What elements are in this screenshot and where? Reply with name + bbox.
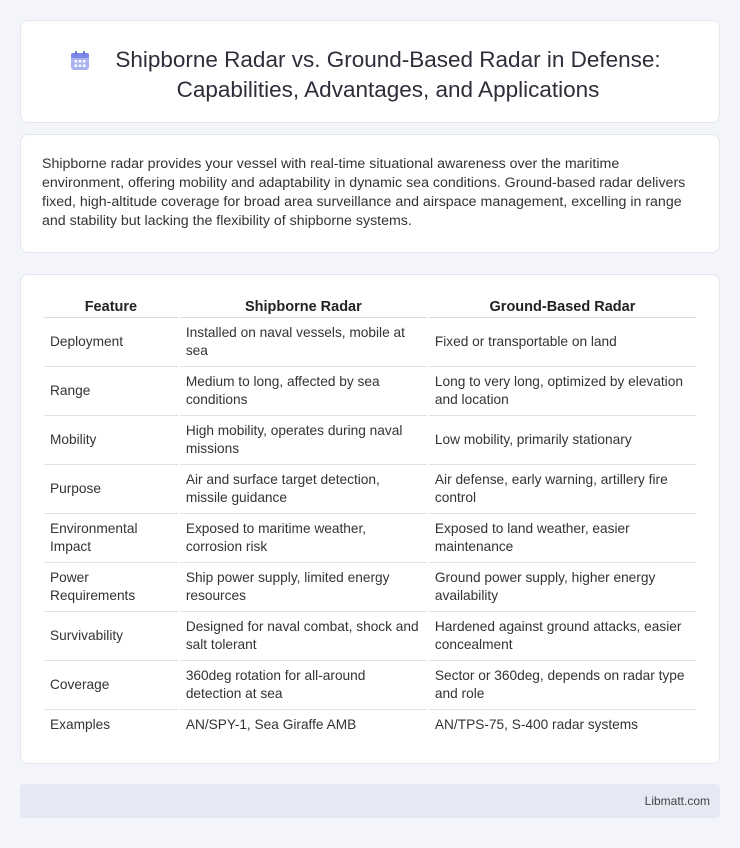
comparison-table	[42, 296, 698, 740]
intro-card	[20, 134, 720, 253]
shipborne-cell: Medium to long, affected by sea conditions	[180, 367, 427, 416]
feature-cell: Examples	[50, 717, 111, 732]
table-row	[44, 465, 696, 514]
ground-based-cell: Exposed to land weather, easier maintenance	[429, 514, 696, 563]
header-feature: Feature	[44, 296, 178, 318]
feature-cell: Purpose	[44, 465, 178, 514]
header-shipborne: Shipborne Radar	[180, 296, 427, 318]
ground-based-cell: Air defense, early warning, artillery fire control	[429, 465, 696, 514]
feature-cell: Range	[44, 367, 178, 416]
ground-based-cell: Low mobility, primarily stationary	[429, 416, 696, 465]
table-row	[44, 563, 696, 612]
ground-based-cell: Hardened against ground attacks, easier concealment	[429, 612, 696, 661]
comparison-card	[20, 274, 720, 764]
footer-bar	[20, 784, 720, 818]
feature-cell: Deployment	[44, 318, 178, 367]
shipborne-cell: AN/SPY-1, Sea Giraffe AMB	[185, 717, 357, 732]
feature-cell: Environmental Impact	[44, 514, 178, 563]
shipborne-cell: Ship power supply, limited energy resources	[180, 563, 427, 612]
shipborne-cell: Exposed to maritime weather, corrosion risk	[180, 514, 427, 563]
page-title: Shipborne Radar vs. Ground-Based Radar in Defense: Capabilities, Advantages, and Applications	[115, 47, 661, 102]
table-row	[44, 416, 696, 465]
ground-based-cell: AN/TPS-75, S-400 radar systems	[434, 717, 639, 732]
table-row	[44, 612, 696, 661]
shipborne-cell: 360deg rotation for all-around detection at sea	[180, 661, 427, 710]
feature-cell: Coverage	[44, 661, 178, 710]
table-row	[44, 514, 696, 563]
footer-brand[interactable]: Libmatt.com	[644, 794, 710, 808]
shipborne-cell: Installed on naval vessels, mobile at sea	[180, 318, 427, 367]
table-header-row	[44, 296, 696, 318]
feature-cell: Mobility	[44, 416, 178, 465]
table-row	[44, 710, 696, 740]
title-card	[20, 20, 720, 123]
table-row	[44, 318, 696, 367]
shipborne-cell: Designed for naval combat, shock and salt tolerant	[180, 612, 427, 661]
table-row	[44, 661, 696, 710]
ground-based-cell: Long to very long, optimized by elevation and location	[429, 367, 696, 416]
header-ground-based: Ground-Based Radar	[429, 296, 696, 318]
ground-based-cell: Ground power supply, higher energy availability	[429, 563, 696, 612]
table-row	[44, 367, 696, 416]
ground-based-cell: Sector or 360deg, depends on radar type and role	[429, 661, 696, 710]
intro-paragraph: Shipborne radar provides your vessel with real-time situational awareness over the maritime environment, offering mobility and adaptability in dynamic sea conditions. Ground-based radar delivers fixed, high-altitude coverage for broad area surveillance and airspace management, excelling in range and stability but lacking the flexibility of shipborne systems.	[42, 156, 686, 229]
ground-based-cell: Fixed or transportable on land	[429, 318, 696, 367]
feature-cell: Power Requirements	[44, 563, 178, 612]
feature-cell: Survivability	[44, 612, 178, 661]
shipborne-cell: High mobility, operates during naval missions	[180, 416, 427, 465]
shipborne-cell: Air and surface target detection, missile guidance	[180, 465, 427, 514]
